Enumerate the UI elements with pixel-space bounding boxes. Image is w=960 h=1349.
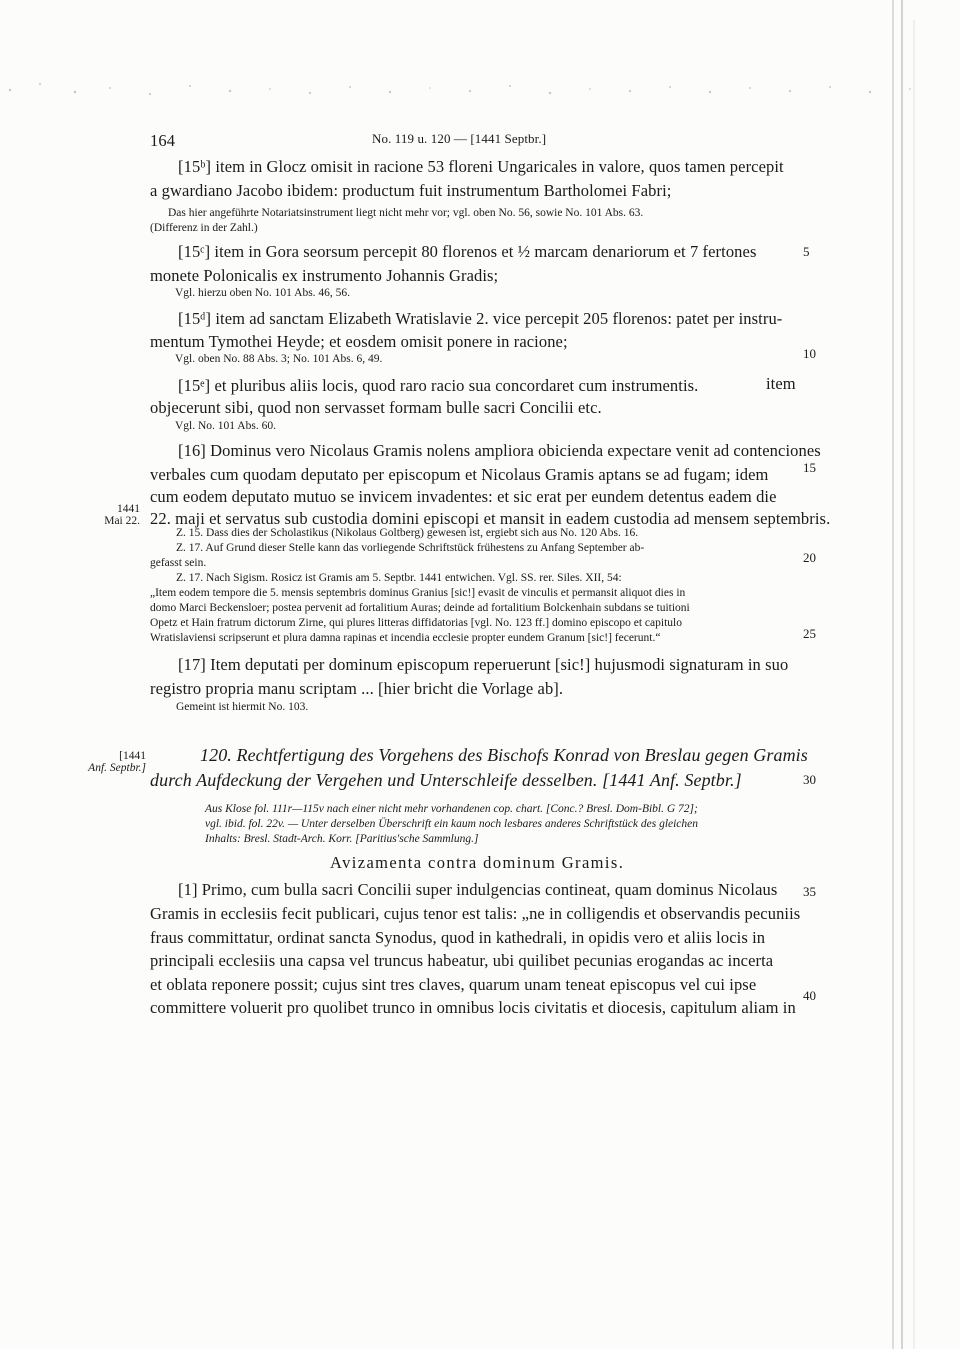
note-16-z17-line-1: Z. 17. Auf Grund dieser Stelle kann das vorliegende Schriftstück frühestens zu Anfang September ab- (176, 542, 645, 554)
para-17-line-1: [17] Item deputati per dominum episcopum reperuerunt [sic!] hujusmodi signaturam in suo (178, 655, 789, 674)
line-number-30: 30 (803, 772, 816, 787)
note-15e: Vgl. No. 101 Abs. 60. (175, 420, 276, 432)
para-15c-line-2: monete Polonicalis ex instrumento Johannis Gradis; (150, 266, 499, 285)
note-16-rosicz-line-2: „Item eodem tempore die 5. mensis septembris dominus Granius [sic!] evasit de vinculis et permansit aliquot dies in (150, 587, 686, 599)
page-number: 164 (150, 131, 176, 150)
margin-date-year: 1441 (117, 503, 140, 515)
note-16-z15: Z. 15. Dass dies der Scholastikus (Nikolaus Goltberg) gewesen ist, ergiebt sich aus No. 120 Abs. 16. (176, 527, 639, 539)
para-15e-line-1: [15ᵉ] et pluribus aliis locis, quod raro racio sua concordaret cum instrumentis. (178, 376, 699, 395)
para-1-line-5: et oblata reponere possit; cujus sint tres claves, quarum unam teneat episcopus vel cui ipse (150, 975, 757, 994)
scan-page-edge (890, 0, 920, 1349)
note-16-rosicz-line-4: Opetz et Hain fratrum dictorum Zirne, qui plures litteras diffidatorias [vgl. No. 123 ff.] domino episcopo et capitulo (150, 617, 682, 629)
line-number-5: 5 (803, 244, 810, 259)
line-number-20: 20 (803, 550, 816, 565)
margin-date-day: Mai 22. (104, 515, 140, 527)
scan-noise-band (0, 70, 960, 110)
para-1-line-4: principali ecclesiis una capsa vel truncus habeatur, ubi quilibet pecunias erogandas ac incerta (150, 951, 774, 970)
note-15c: Vgl. hierzu oben No. 101 Abs. 46, 56. (175, 287, 351, 299)
note-16-z17-line-2: gefasst sein. (150, 557, 207, 569)
para-15d-line-1: [15ᵈ] item ad sanctam Elizabeth Wratislavie 2. vice percepit 205 florenos: patet per instru- (178, 309, 783, 328)
running-head: No. 119 u. 120 — [1441 Septbr.] (372, 131, 547, 146)
note-15d: Vgl. oben No. 88 Abs. 3; No. 101 Abs. 6, 49. (175, 353, 383, 365)
para-15c-line-1: [15ᶜ] item in Gora seorsum percepit 80 florenos et ½ marcam denariorum et 7 fertones (178, 242, 757, 261)
para-1-line-1: [1] Primo, cum bulla sacri Concilii super indulgencias contineat, quam dominus Nicolaus (178, 880, 778, 899)
line-number-40: 40 (803, 988, 816, 1003)
section-heading: Avizamenta contra dominum Gramis. (330, 853, 625, 872)
para-15b-line-2: a gwardiano Jacobo ibidem: productum fuit instrumentum Bartholomei Fabri; (150, 181, 672, 200)
note-16-rosicz-line-1: Z. 17. Nach Sigism. Rosicz ist Gramis am 5. Septbr. 1441 entwichen. Vgl. SS. rer. Siles. XII, 54: (176, 572, 622, 584)
note-17: Gemeint ist hiermit No. 103. (176, 701, 309, 713)
source-line-2: vgl. ibid. fol. 22v. — Unter derselben Überschrift ein kaum noch lesbares anderes Schriftstück des gleichen (205, 818, 699, 830)
note-16-rosicz-line-5: Wratislaviensi scripserunt et plura damna rapinas et incendia ecclesie propter eundem Granum [sic!] fecerunt.“ (150, 632, 661, 644)
para-15b-line-1: [15ᵇ] item in Glocz omisit in racione 53 floreni Ungaricales in valore, quos tamen percepit (178, 157, 784, 176)
para-16-line-3: cum eodem deputato mutuo se invicem invadentes: et sic erat per eundem detentus eadem die (150, 487, 777, 506)
margin-date-month: Anf. Septbr.] (88, 762, 146, 774)
note-16-rosicz-line-3: domo Marci Beckensloer; postea pervenit ad fortalitium Auras; deinde ad fortalitium Bolckenhain subdans se tuitioni (150, 602, 690, 614)
line-number-35: 35 (803, 884, 816, 899)
note-15b-line-2: (Differenz in der Zahl.) (150, 222, 258, 234)
para-16-line-4: 22. maji et servatus sub custodia domini episcopi et mansit in eadem custodia ad mensem septembris. (150, 509, 831, 528)
para-15e-line-2: objecerunt sibi, quod non servasset formam bulle sacri Concilii etc. (150, 398, 602, 417)
line-number-25: 25 (803, 626, 816, 641)
doc-120-title-line-2: durch Aufdeckung der Vergehen und Unterschleife desselben. [1441 Anf. Septbr.] (150, 770, 742, 790)
source-line-1: Aus Klose fol. 111r—115v nach einer nicht mehr vorhandenen cop. chart. [Conc.? Bresl. Dom-Bibl. G 72]; (205, 803, 698, 815)
para-1-line-3: fraus committatur, ordinat sancta Synodus, quod in kathedrali, in opidis vero et aliis locis in (150, 928, 766, 947)
doc-120-title-line-1: 120. Rechtfertigung des Vorgehens des Bischofs Konrad von Breslau gegen Gramis (200, 745, 808, 765)
para-17-line-2: registro propria manu scriptam ... [hier bricht die Vorlage ab]. (150, 679, 564, 698)
margin-date-year-bracket: [1441 (119, 750, 146, 762)
note-15b-line-1: Das hier angeführte Notariatsinstrument liegt nicht mehr vor; vgl. oben No. 56, sowie No. 101 Abs. 63. (168, 207, 644, 219)
para-15d-line-2: mentum Tymothei Heyde; et eosdem omisit ponere in racione; (150, 332, 568, 351)
margin-date-1441-septbr (70, 750, 146, 774)
para-16-line-2: verbales cum quodam deputato per episcopum et Nicolaus Gramis aptans se ad fugam; idem (150, 465, 769, 484)
para-1-line-6: committere voluerit pro quolibet trunco in omnibus locis civitatis et diocesis, capitulum aliam in (150, 998, 796, 1017)
margin-date-1441 (96, 503, 140, 527)
line-number-15: 15 (803, 460, 816, 475)
para-16-line-1: [16] Dominus vero Nicolaus Gramis nolens ampliora obicienda expectare venit ad contenciones (178, 441, 821, 460)
source-line-3: Inhalts: Bresl. Stadt-Arch. Korr. [Paritius'sche Sammlung.] (205, 833, 479, 845)
line-number-10: 10 (803, 346, 816, 361)
para-1-line-2: Gramis in ecclesiis fecit publicari, cujus tenor est talis: „ne in colligendis et observandis pecuniis (150, 904, 801, 923)
para-15e-item: item (766, 374, 796, 393)
